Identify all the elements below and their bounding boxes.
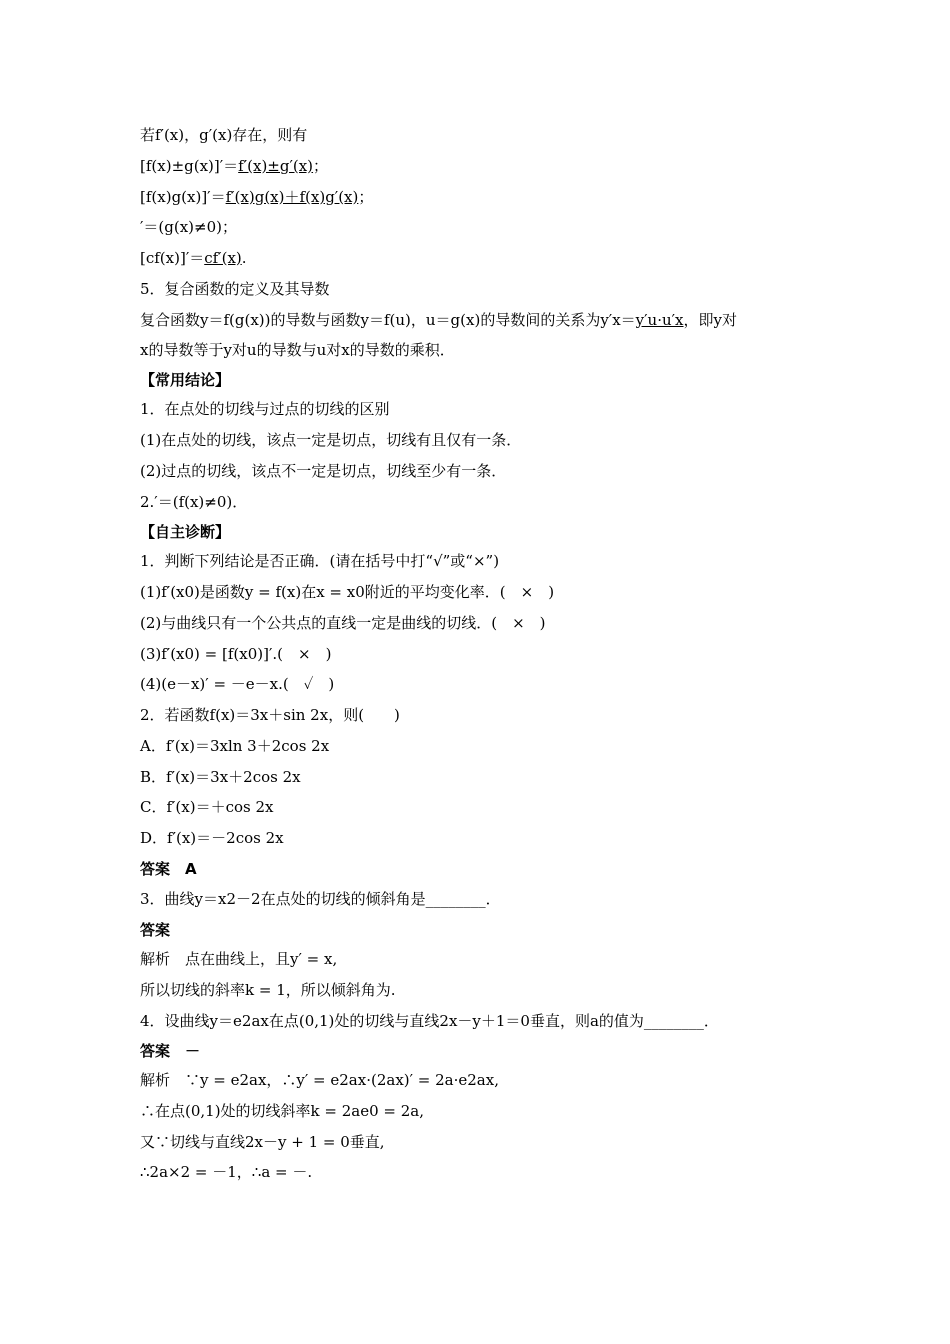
text-segment: (4)(e－x)′ = －e－x.( ✓ ) <box>140 675 335 693</box>
text-segment: x的导数等于y对u的导数与u对x的导数的乘积． <box>140 341 455 359</box>
text-segment: ′＝(g(x)≠0)； <box>140 218 237 236</box>
text-line <box>140 551 499 571</box>
text-line <box>140 522 230 542</box>
text-segment: (3)f′(x0) = [f(x0)]′.( × ) <box>140 645 332 663</box>
text-line <box>140 674 334 694</box>
text-segment: 2.′＝(f(x)≠0)． <box>140 493 248 511</box>
text-segment: 答案 A <box>140 860 197 878</box>
text-line <box>140 1070 499 1090</box>
underlined-answer: y′u·u′x <box>635 311 684 329</box>
text-segment: A．f′(x)＝3xln 3＋2cos 2x <box>140 737 330 755</box>
text-line <box>140 279 330 299</box>
underlined-answer: f′(x)±g′(x) <box>238 157 314 175</box>
text-line <box>140 1011 719 1031</box>
text-line <box>140 889 501 909</box>
text-segment: ，即y对 <box>683 311 737 329</box>
text-line <box>140 828 284 848</box>
text-segment: C．f′(x)＝＋cos 2x <box>140 798 274 816</box>
text-line <box>140 859 197 879</box>
text-line <box>140 736 329 756</box>
text-line <box>140 430 521 450</box>
underlined-answer: cf′(x) <box>204 249 242 267</box>
text-line <box>140 340 455 360</box>
text-segment: 答案 <box>140 921 171 939</box>
text-line <box>140 582 554 602</box>
text-segment: 4．设曲线y＝e2ax在点(0,1)处的切线与直线2x－y＋1＝0垂直，则a的值为________． <box>140 1012 719 1030</box>
text-line <box>140 1162 312 1182</box>
text-segment: ∴2a×2 = －1，∴a = －. <box>140 1163 313 1181</box>
text-segment: 解析 ∵y = e2ax，∴y′ = e2ax·(2ax)′ = 2a·e2ax, <box>140 1071 499 1089</box>
text-line <box>140 370 230 390</box>
text-segment: [f(x)g(x)]′＝ <box>140 188 226 206</box>
text-line <box>140 1101 424 1121</box>
text-segment: 所以切线的斜率k = 1，所以倾斜角为. <box>140 981 396 999</box>
text-line <box>140 980 396 1000</box>
text-segment: B．f′(x)＝3x＋2cos 2x <box>140 768 301 786</box>
text-line <box>140 492 247 512</box>
text-segment: 2．若函数f(x)＝3x＋sin 2x，则( ) <box>140 706 400 724</box>
text-line <box>140 1132 385 1152</box>
text-segment: (2)与曲线只有一个公共点的直线一定是曲线的切线．( × ) <box>140 614 546 632</box>
text-segment: 5．复合函数的定义及其导数 <box>140 280 330 298</box>
text-line <box>140 461 506 481</box>
text-segment: 解析 点在曲线上，且y′ = x, <box>140 950 338 968</box>
text-segment: 1．判断下列结论是否正确．(请在括号中打“√”或“×”) <box>140 552 500 570</box>
underlined-answer: f′(x)g(x)＋f(x)g′(x) <box>225 188 359 206</box>
text-line <box>140 767 301 787</box>
text-line <box>140 1041 200 1061</box>
text-segment: ∴在点(0,1)处的切线斜率k = 2ae0 = 2a, <box>140 1102 425 1120</box>
text-line <box>140 613 546 633</box>
text-segment: 1．在点处的切线与过点的切线的区别 <box>140 400 390 418</box>
text-line <box>140 125 307 145</box>
text-line <box>140 920 170 940</box>
text-segment: (1)在点处的切线，该点一定是切点，切线有且仅有一条． <box>140 431 522 449</box>
text-segment: 又∵切线与直线2x－y + 1 = 0垂直, <box>140 1133 385 1151</box>
text-segment: 【自主诊断】 <box>140 523 231 541</box>
text-line <box>140 187 373 207</box>
text-segment: 若f′(x)，g′(x)存在，则有 <box>140 126 308 144</box>
text-segment: 答案 － <box>140 1042 201 1060</box>
text-segment: [cf(x)]′＝ <box>140 249 205 267</box>
text-segment: [f(x)±g(x)]′＝ <box>140 157 239 175</box>
text-line <box>140 217 237 237</box>
text-line <box>140 644 331 664</box>
text-segment: (1)f′(x0)是函数y = f(x)在x = x0附近的平均变化率．( × ) <box>140 583 555 601</box>
text-line <box>140 310 737 330</box>
text-line <box>140 705 400 725</box>
text-segment: 3．曲线y＝x2－2在点处的切线的倾斜角是________． <box>140 890 501 908</box>
text-line <box>140 949 337 969</box>
text-line <box>140 399 390 419</box>
text-segment: 【常用结论】 <box>140 371 231 389</box>
text-segment: (2)过点的切线，该点不一定是切点，切线至少有一条． <box>140 462 507 480</box>
text-line <box>140 797 274 817</box>
text-line <box>140 248 247 268</box>
text-segment: D．f′(x)＝－2cos 2x <box>140 829 284 847</box>
text-segment: . <box>241 249 247 267</box>
text-line <box>140 156 328 176</box>
text-segment: 复合函数y＝f(g(x))的导数与函数y＝f(u)，u＝g(x)的导数间的关系为y′x＝ <box>140 311 636 329</box>
text-segment: ； <box>358 188 374 206</box>
text-segment: ； <box>313 157 329 175</box>
